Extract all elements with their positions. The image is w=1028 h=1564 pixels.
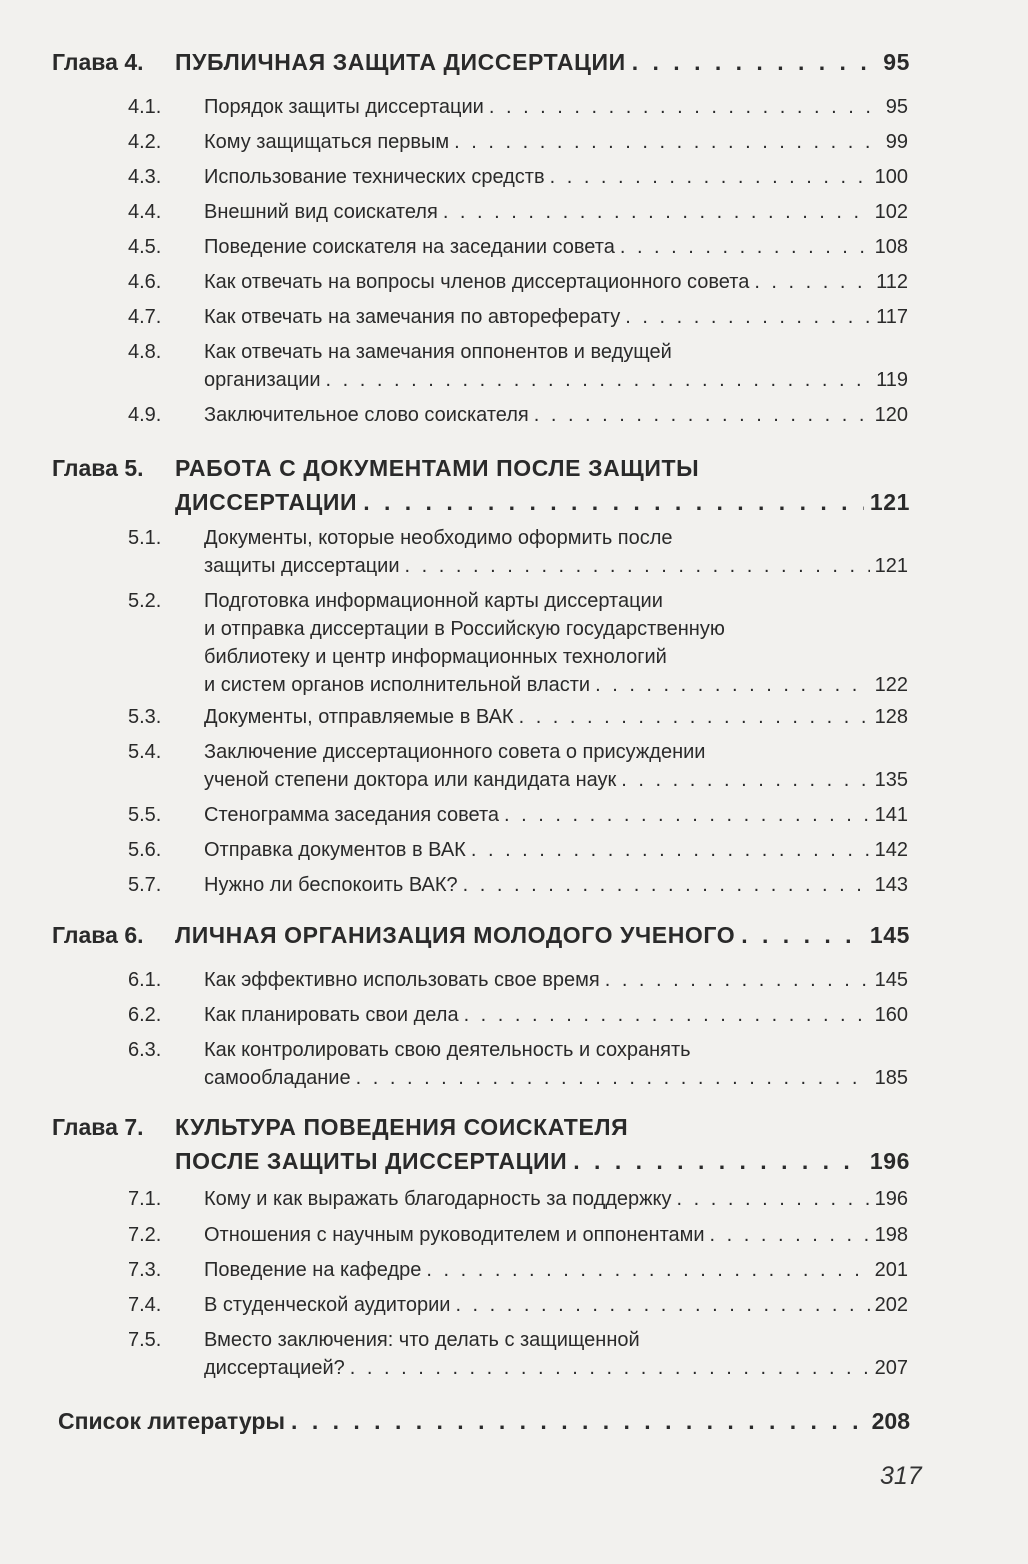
dot-leader	[350, 1354, 870, 1382]
bibliography-title: Список литературы	[58, 1408, 286, 1434]
page-number: 317	[880, 1462, 922, 1490]
section-page: 121	[874, 555, 908, 577]
dot-leader	[291, 1404, 866, 1438]
dot-leader	[620, 233, 870, 261]
bibliography-entry	[58, 1404, 910, 1438]
section-page: 196	[874, 1188, 908, 1210]
section-title: В студенческой аудитории	[204, 1294, 451, 1316]
chapter-page: 145	[869, 922, 910, 948]
section-page: 108	[874, 236, 908, 258]
section-title: Внешний вид соискателя	[204, 201, 438, 223]
section-page: 202	[874, 1294, 908, 1316]
section-page: 95	[885, 96, 908, 118]
section-title: Документы, отправляемые в ВАК	[204, 706, 514, 728]
section-title-line: и отправка диссертации в Российскую государственную	[204, 618, 725, 640]
section-page: 135	[874, 769, 908, 791]
section-number: 5.4.	[128, 741, 162, 763]
section-title: Порядок защиты диссертации	[204, 96, 484, 118]
section-page: 198	[874, 1224, 908, 1246]
section-number: 7.4.	[128, 1294, 162, 1316]
chapter-page: 196	[869, 1148, 910, 1174]
section-title-line: Как отвечать на замечания оппонентов и ведущей	[204, 341, 672, 363]
bibliography-page: 208	[871, 1408, 910, 1434]
section-number: 5.6.	[128, 839, 162, 861]
dot-leader	[754, 268, 871, 296]
section-number: 4.4.	[128, 201, 162, 223]
section-page: 185	[874, 1067, 908, 1089]
dot-leader	[405, 552, 870, 580]
chapter-title-line: ДИССЕРТАЦИИ	[175, 489, 358, 515]
dot-leader	[471, 836, 870, 864]
chapter-title-line: КУЛЬТУРА ПОВЕДЕНИЯ СОИСКАТЕЛЯ	[175, 1114, 629, 1140]
section-title-line: ученой степени доктора или кандидата наук	[204, 769, 617, 791]
dot-leader	[363, 485, 864, 519]
dot-leader	[455, 1291, 869, 1319]
dot-leader	[356, 1064, 870, 1092]
section-page: 117	[876, 306, 908, 328]
chapter-number: Глава 4.	[52, 49, 144, 75]
section-title: Как отвечать на вопросы членов диссертационного совета	[204, 271, 750, 293]
section-page: 207	[874, 1357, 908, 1379]
section-title: Заключительное слово соискателя	[204, 404, 529, 426]
dot-leader	[504, 801, 870, 829]
section-number: 6.2.	[128, 1004, 162, 1026]
dot-leader	[550, 163, 870, 191]
section-title-line: самообладание	[204, 1067, 351, 1089]
section-number: 5.3.	[128, 706, 162, 728]
chapter-page: 121	[869, 489, 910, 515]
dot-leader	[605, 966, 870, 994]
chapter-title-line: ПОСЛЕ ЗАЩИТЫ ДИССЕРТАЦИИ	[175, 1148, 568, 1174]
section-title: Как эффективно использовать свое время	[204, 969, 600, 991]
section-page: 145	[874, 969, 908, 991]
section-title-line: Документы, которые необходимо оформить после	[204, 527, 673, 549]
section-title-line: диссертацией?	[204, 1357, 345, 1379]
section-page: 143	[874, 874, 908, 896]
section-page: 128	[874, 706, 908, 728]
section-number: 4.9.	[128, 404, 162, 426]
section-number: 5.1.	[128, 527, 162, 549]
dot-leader	[710, 1221, 870, 1249]
chapter-page: 95	[883, 49, 910, 75]
section-number: 6.3.	[128, 1039, 162, 1061]
section-title-line: Как контролировать свою деятельность и сохранять	[204, 1039, 691, 1061]
dot-leader	[534, 401, 870, 429]
section-number: 6.1.	[128, 969, 162, 991]
section-page: 122	[874, 674, 908, 696]
section-number: 7.2.	[128, 1224, 162, 1246]
section-number: 4.8.	[128, 341, 162, 363]
dot-leader	[464, 1001, 870, 1029]
section-page: 141	[874, 804, 908, 826]
section-title-line: Вместо заключения: что делать с защищенной	[204, 1329, 640, 1351]
dot-leader	[463, 871, 870, 899]
dot-leader	[677, 1185, 870, 1213]
section-number: 4.2.	[128, 131, 162, 153]
section-page: 119	[876, 369, 908, 391]
section-number: 4.6.	[128, 271, 162, 293]
section-number: 5.5.	[128, 804, 162, 826]
section-title: Отправка документов в ВАК	[204, 839, 466, 861]
dot-leader	[625, 303, 871, 331]
section-page: 142	[874, 839, 908, 861]
section-number: 4.7.	[128, 306, 162, 328]
dot-leader	[454, 128, 881, 156]
dot-leader	[595, 671, 870, 699]
dot-leader	[519, 703, 870, 731]
section-title: Использование технических средств	[204, 166, 545, 188]
section-title-line: защиты диссертации	[204, 555, 400, 577]
dot-leader	[326, 366, 872, 394]
section-number: 7.1.	[128, 1188, 162, 1210]
section-number: 4.5.	[128, 236, 162, 258]
section-title: Поведение на кафедре	[204, 1259, 422, 1281]
section-title: Нужно ли беспокоить ВАК?	[204, 874, 458, 896]
dot-leader	[621, 766, 869, 794]
section-title-line: и систем органов исполнительной власти	[204, 674, 591, 696]
dot-leader	[632, 45, 877, 79]
section-title: Кому защищаться первым	[204, 131, 450, 153]
section-number: 4.3.	[128, 166, 162, 188]
chapter-title: ЛИЧНАЯ ОРГАНИЗАЦИЯ МОЛОДОГО УЧЕНОГО	[175, 922, 736, 948]
section-title: Поведение соискателя на заседании совета	[204, 236, 615, 258]
section-page: 120	[874, 404, 908, 426]
chapter-title: ПУБЛИЧНАЯ ЗАЩИТА ДИССЕРТАЦИИ	[175, 49, 626, 75]
section-number: 7.5.	[128, 1329, 162, 1351]
section-number: 4.1.	[128, 96, 162, 118]
section-page: 112	[876, 271, 908, 293]
chapter-number: Глава 5.	[52, 455, 144, 481]
chapter-title-line: РАБОТА С ДОКУМЕНТАМИ ПОСЛЕ ЗАЩИТЫ	[175, 455, 700, 481]
section-title: Как планировать свои дела	[204, 1004, 459, 1026]
chapter-number: Глава 7.	[52, 1114, 144, 1140]
section-title-line: Заключение диссертационного совета о присуждении	[204, 741, 706, 763]
section-page: 102	[874, 201, 908, 223]
dot-leader	[489, 93, 881, 121]
section-page: 160	[874, 1004, 908, 1026]
section-title-line: организации	[204, 369, 321, 391]
dot-leader	[741, 918, 864, 952]
dot-leader	[426, 1256, 869, 1284]
dot-leader	[573, 1144, 864, 1178]
chapter-number: Глава 6.	[52, 922, 144, 948]
section-title: Как отвечать на замечания по автореферату	[204, 306, 621, 328]
section-number: 5.2.	[128, 590, 162, 612]
dot-leader	[443, 198, 870, 226]
section-page: 201	[874, 1259, 908, 1281]
section-title: Кому и как выражать благодарность за поддержку	[204, 1188, 672, 1210]
section-title: Стенограмма заседания совета	[204, 804, 500, 826]
section-title: Отношения с научным руководителем и оппонентами	[204, 1224, 705, 1246]
section-title-line: Подготовка информационной карты диссертации	[204, 590, 663, 612]
section-page: 99	[885, 131, 908, 153]
section-page: 100	[874, 166, 908, 188]
section-title-line: библиотеку и центр информационных технологий	[204, 646, 667, 668]
section-number: 7.3.	[128, 1259, 162, 1281]
section-number: 5.7.	[128, 874, 162, 896]
